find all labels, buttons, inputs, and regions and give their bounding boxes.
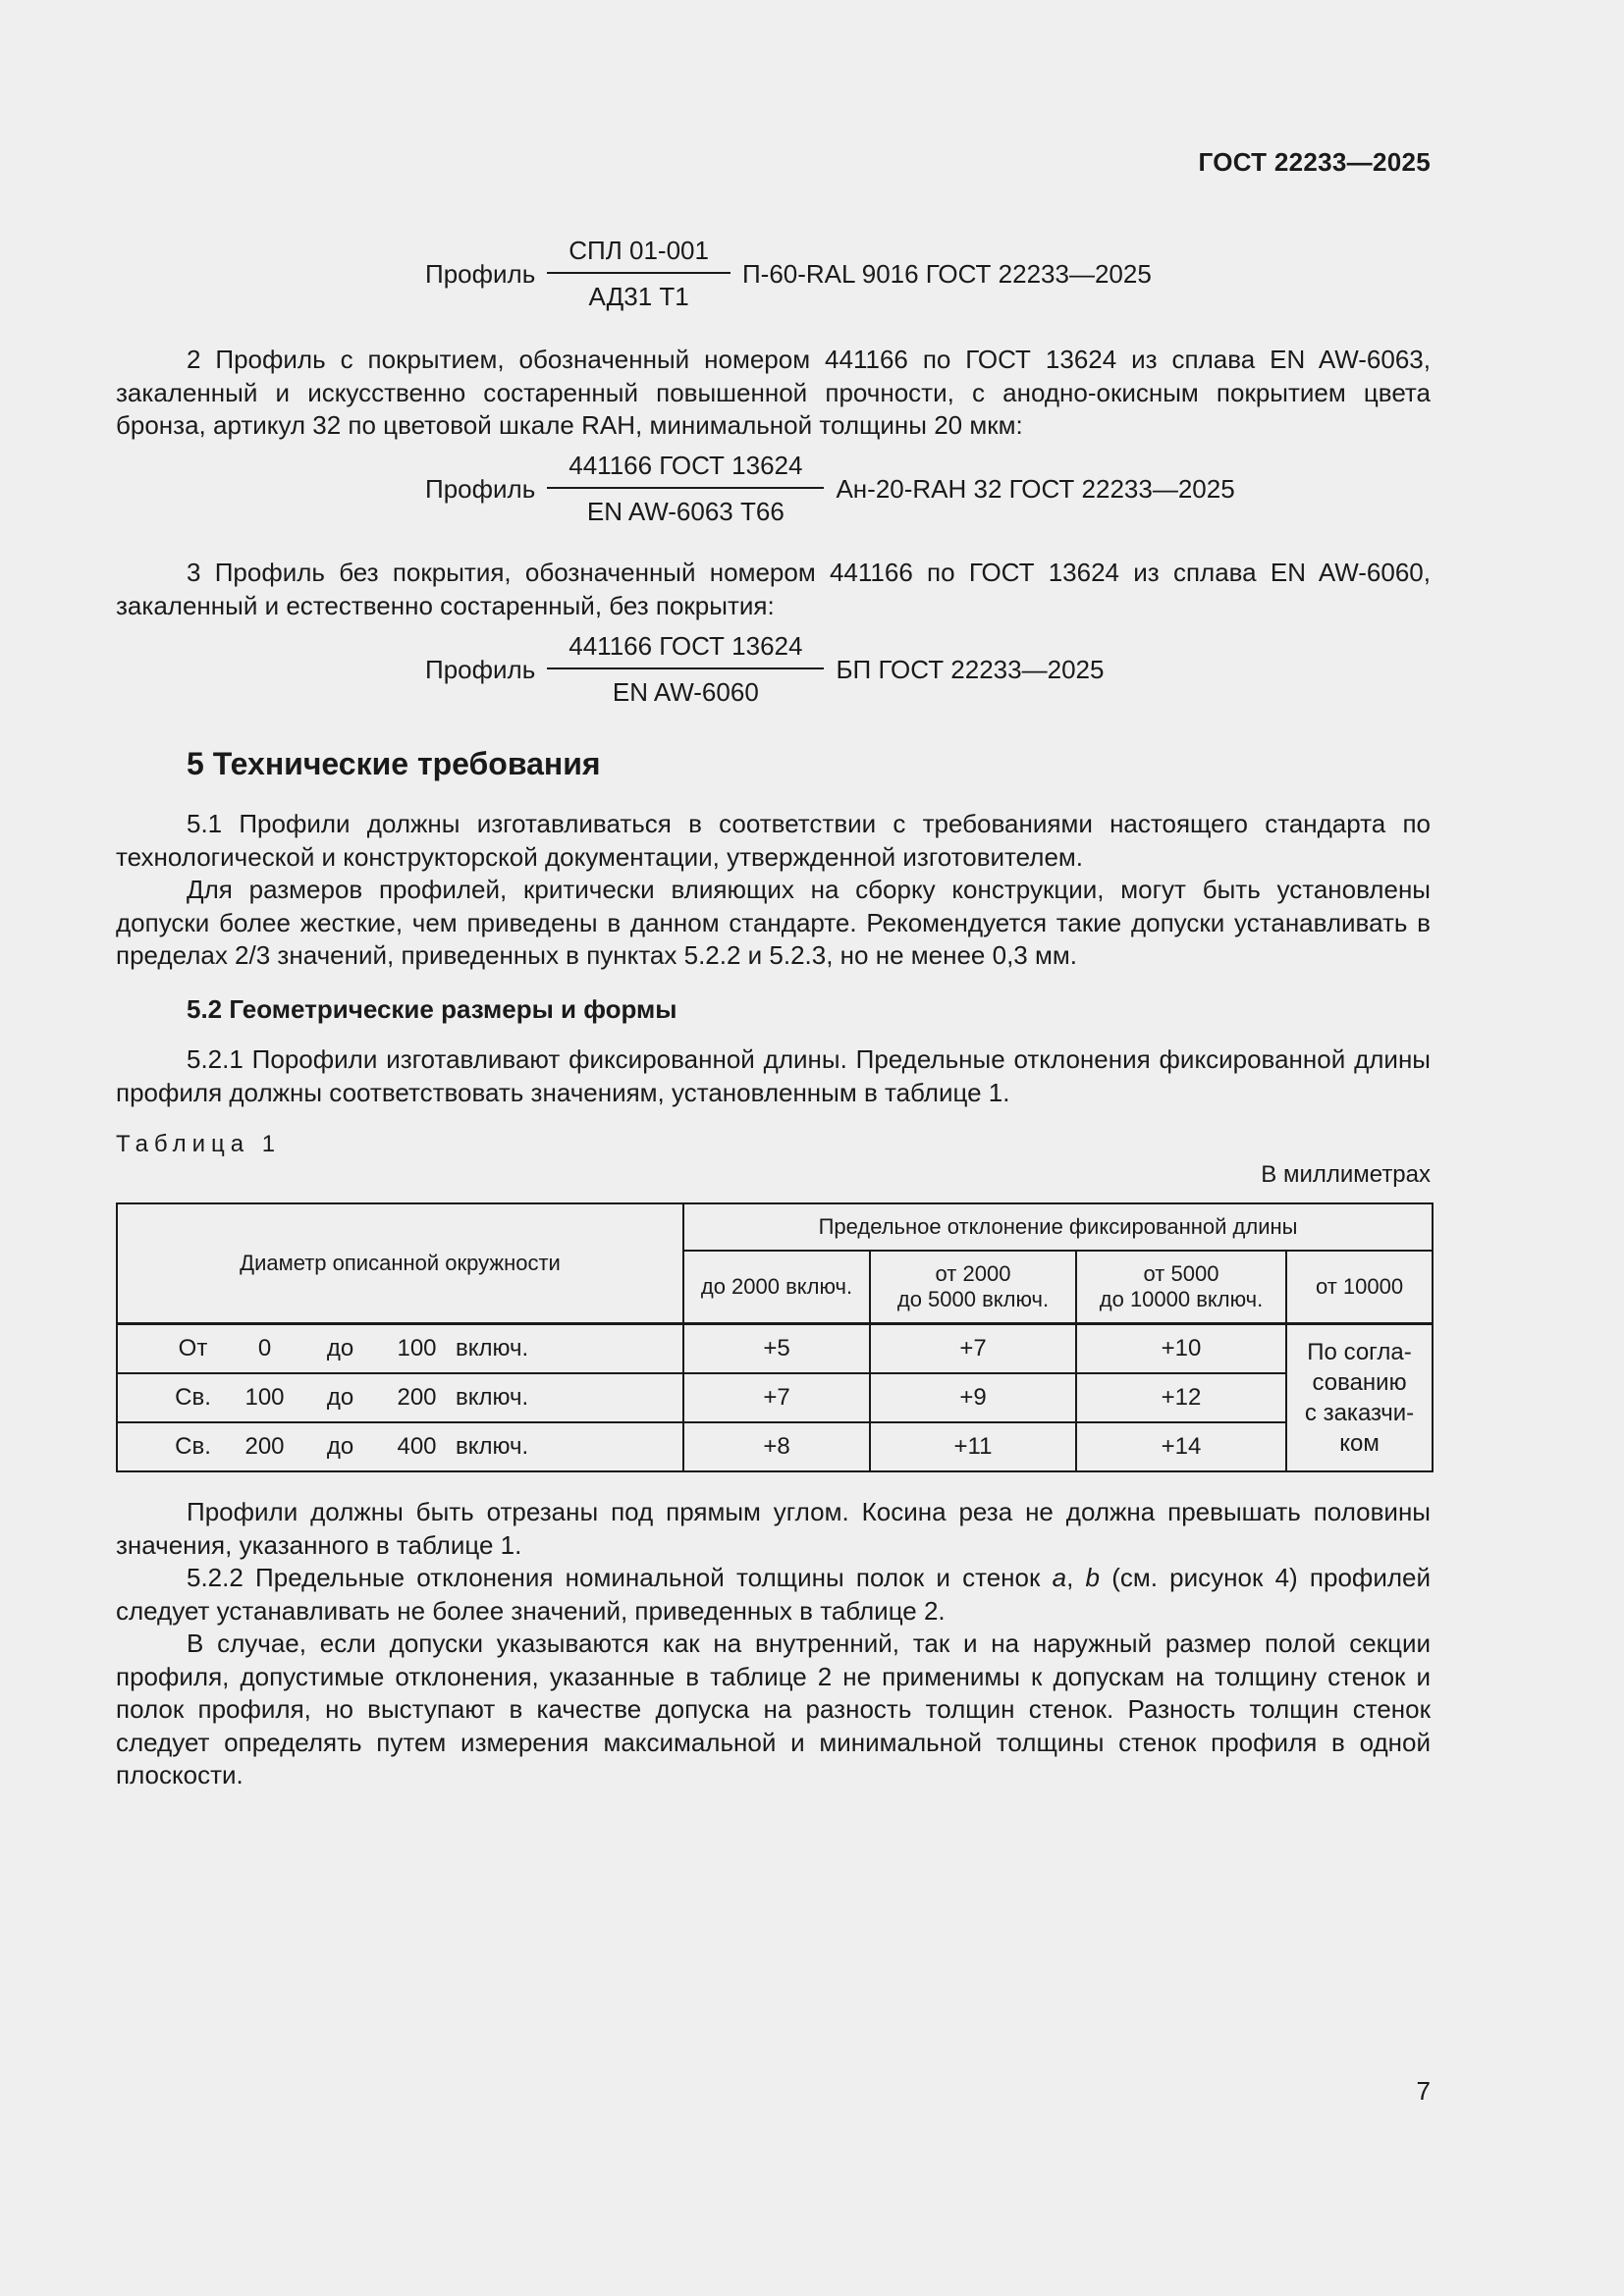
value-cell: +7 <box>683 1373 870 1422</box>
table-row <box>117 1324 1433 1374</box>
fraction-denominator: EN AW-6060 <box>612 677 759 707</box>
fraction-denominator: EN AW-6063 Т66 <box>586 497 785 526</box>
range-word: От <box>178 1335 208 1362</box>
fraction-numerator: 441166 ГОСТ 13624 <box>547 451 824 489</box>
header-line: до 5000 включ. <box>896 1287 1050 1311</box>
clause-5-2-2 <box>116 1562 1431 1628</box>
value-cell: +12 <box>1076 1373 1286 1422</box>
symbol-b: b <box>1085 1563 1100 1592</box>
agreed-line: с заказчи- <box>1304 1400 1415 1426</box>
designation-example-3 <box>425 631 1104 708</box>
range-from: 200 <box>244 1433 285 1460</box>
table-units: В миллиметрах <box>1261 1161 1431 1188</box>
range-word: Св. <box>175 1433 211 1460</box>
range-to: 200 <box>397 1384 437 1411</box>
value-cell: +14 <box>1076 1422 1286 1471</box>
range-to-word: до <box>326 1335 354 1362</box>
value-cell: +10 <box>1076 1324 1286 1374</box>
value-cell: +9 <box>870 1373 1076 1422</box>
clause-text: 5.2.2 Предельные отклонения номинальной толщины полок и стенок <box>187 1563 1053 1592</box>
tolerance-table <box>116 1202 1434 1472</box>
range-to: 100 <box>397 1335 437 1362</box>
subsection-5-2-heading: 5.2 Геометрические размеры и формы <box>187 994 677 1024</box>
clause-text: , <box>1066 1563 1086 1592</box>
table-row <box>117 1422 1433 1471</box>
range-to: 400 <box>397 1433 437 1460</box>
hollow-section-paragraph: В случае, если допуски указываются как на внутренний, так и на наружный размер полой секции профиля, допустимые отклонения, указанные в таблице 2 не применимы к допускам на толщину стенок и полок профиля, но выступают в качестве допуска на разность толщин стенок. Разность толщин стенок следует определять путем измерения максимальной и минимальной толщины стенок профиля в одной плоскости. <box>116 1629 1431 1789</box>
symbol-a: a <box>1052 1563 1067 1592</box>
range-word: Св. <box>175 1384 211 1411</box>
by-agreement-cell <box>1286 1324 1433 1472</box>
clause-text: (см. рисунок 4) профилей следует устанавливать не более значений, приведенных в таблице 2. <box>116 1563 1431 1626</box>
designation-fraction <box>547 236 731 312</box>
designation-word: Профиль <box>425 258 536 289</box>
page-number: 7 <box>1416 2076 1431 2106</box>
header-diameter: Диаметр описанной окружности <box>117 1203 683 1324</box>
designation-fraction <box>547 631 824 708</box>
range-inclusive: включ. <box>456 1433 529 1460</box>
fraction-numerator: СПЛ 01-001 <box>547 236 731 274</box>
clause-5-1-tolerances: Для размеров профилей, критически влияющих на сборку конструкции, могут быть установлены допуски более жесткие, чем приведены в данном стандарте. Рекомендуется такие допуски устанавливать в пределах 2/3 значений, приведенных в пунктах 5.2.2 и 5.2.3, но не менее 0,3 мм. <box>116 875 1431 970</box>
agreed-line: сованию <box>1312 1369 1407 1396</box>
table-header-row <box>117 1203 1433 1251</box>
header-from-10000 <box>1286 1251 1433 1324</box>
designation-tail: Ан-20-RAH 32 ГОСТ 22233—2025 <box>836 473 1235 504</box>
fraction-numerator: 441166 ГОСТ 13624 <box>547 631 824 669</box>
range-inclusive: включ. <box>456 1335 529 1362</box>
header-line: от 5000 <box>1143 1261 1219 1286</box>
standard-code-header: ГОСТ 22233—2025 <box>1198 147 1431 177</box>
range-to-word: до <box>326 1384 354 1411</box>
header-line: от 10000 <box>1315 1274 1404 1299</box>
header-deviation-group: Предельное отклонение фиксированной длины <box>683 1203 1433 1251</box>
designation-example-2 <box>425 451 1235 527</box>
designation-word: Профиль <box>425 654 536 684</box>
range-inclusive: включ. <box>456 1384 529 1411</box>
diameter-range-cell <box>117 1422 683 1471</box>
table-caption: Таблица 1 <box>116 1131 282 1157</box>
header-2000-5000 <box>870 1251 1076 1324</box>
designation-fraction <box>547 451 824 527</box>
designation-tail: БП ГОСТ 22233—2025 <box>836 654 1105 684</box>
fraction-denominator: АД31 Т1 <box>588 282 689 311</box>
example-3-text: 3 Профиль без покрытия, обозначенный номером 441166 по ГОСТ 13624 из сплава EN AW-6060, закаленный и естественно состаренный, без покрытия: <box>116 558 1431 620</box>
clause-5-2-1: 5.2.1 Порофили изготавливают фиксированной длины. Предельные отклонения фиксированной длины профиля должны соответствовать значениям, установленным в таблице 1. <box>116 1044 1431 1107</box>
diameter-range-cell <box>117 1324 683 1374</box>
table-row <box>117 1373 1433 1422</box>
cut-angle-paragraph: Профили должны быть отрезаны под прямым углом. Косина реза не должна превышать половины значения, указанного в таблице 1. <box>116 1497 1431 1560</box>
header-line: до 10000 включ. <box>1099 1287 1264 1311</box>
diameter-range-cell <box>117 1373 683 1422</box>
range-from: 100 <box>244 1384 285 1411</box>
value-cell: +8 <box>683 1422 870 1471</box>
clause-5-1: 5.1 Профили должны изготавливаться в соответствии с требованиями настоящего стандарта по технологической и конструкторской документации, утвержденной изготовителем. <box>116 809 1431 872</box>
header-up-to-2000 <box>683 1251 870 1324</box>
designation-word: Профиль <box>425 473 536 504</box>
example-2-text: 2 Профиль с покрытием, обозначенный номером 441166 по ГОСТ 13624 из сплава EN AW-6063, закаленный и искусственно состаренный повышенной прочности, с анодно-окисным покрытием цвета бронза, артикул 32 по цветовой шкале RAH, минимальной толщины 20 мкм: <box>116 345 1431 440</box>
value-cell: +7 <box>870 1324 1076 1374</box>
value-cell: +11 <box>870 1422 1076 1471</box>
header-line: до 2000 включ. <box>700 1274 853 1299</box>
designation-example-1 <box>425 236 1152 312</box>
header-line: от 2000 <box>935 1261 1011 1286</box>
agreed-line: По согла- <box>1307 1339 1412 1365</box>
designation-tail: П-60-RAL 9016 ГОСТ 22233—2025 <box>741 258 1152 289</box>
value-cell: +5 <box>683 1324 870 1374</box>
range-to-word: до <box>326 1433 354 1460</box>
range-from: 0 <box>257 1335 272 1362</box>
header-5000-10000 <box>1076 1251 1286 1324</box>
agreed-line: ком <box>1339 1430 1380 1457</box>
section-5-heading: 5 Технические требования <box>187 746 601 781</box>
